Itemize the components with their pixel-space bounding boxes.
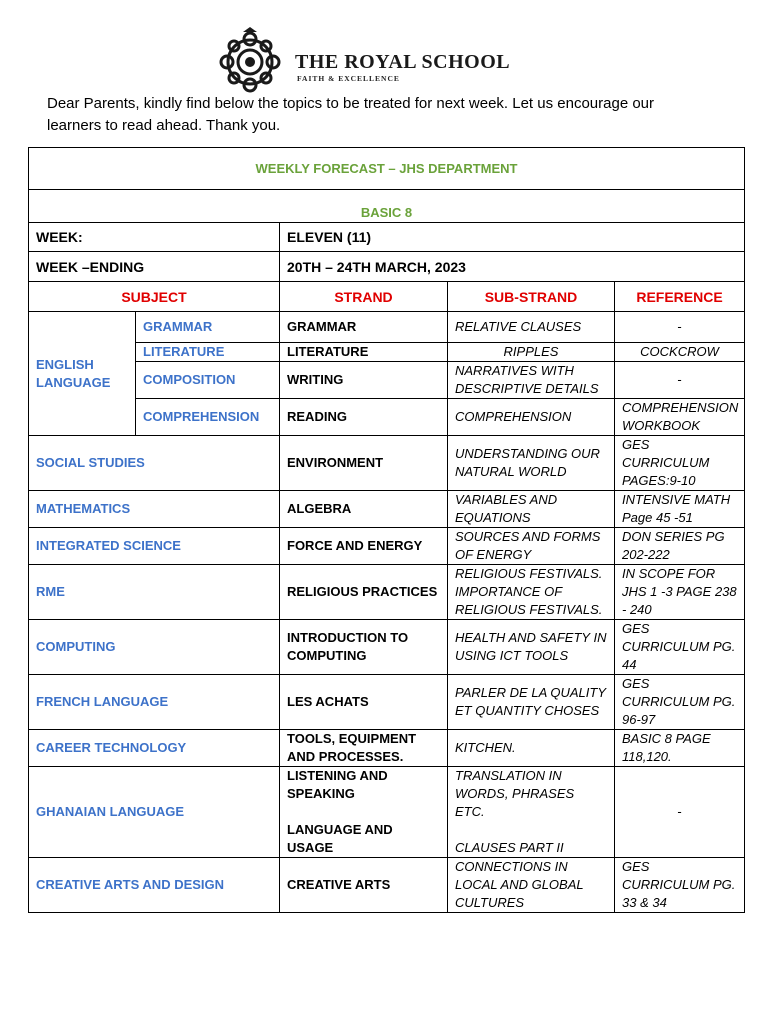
school-name: THE ROYAL SCHOOL <box>295 51 511 73</box>
sub-strand-cell <box>448 767 615 858</box>
strand-cell: LITERATURE <box>280 343 448 362</box>
strand-cell <box>280 767 448 858</box>
class-label: BASIC 8 <box>29 190 745 223</box>
sub-strand-cell: HEALTH AND SAFETY IN USING ICT TOOLS <box>448 620 615 675</box>
table-row <box>29 362 745 399</box>
strand-header: STRAND <box>280 282 448 312</box>
english-sub-subject: LITERATURE <box>136 343 280 362</box>
week-row <box>29 223 745 252</box>
sub-strand-header: SUB-STRAND <box>448 282 615 312</box>
sub-strand-cell: UNDERSTANDING OUR NATURAL WORLD <box>448 436 615 491</box>
school-motto: FAITH & EXCELLENCE <box>297 74 400 83</box>
sub-strand-cell: RELATIVE CLAUSES <box>448 312 615 343</box>
sub-strand-cell: VARIABLES AND EQUATIONS <box>448 491 615 528</box>
table-row <box>29 565 745 620</box>
strand-cell: LES ACHATS <box>280 675 448 730</box>
week-ending-label: WEEK –ENDING <box>29 252 280 282</box>
table-row <box>29 767 745 858</box>
spacer <box>455 821 607 839</box>
subject-cell: CAREER TECHNOLOGY <box>29 730 280 767</box>
strand-cell: GRAMMAR <box>280 312 448 343</box>
subject-cell: INTEGRATED SCIENCE <box>29 528 280 565</box>
table-row <box>29 620 745 675</box>
table-row <box>29 858 745 913</box>
table-row <box>29 528 745 565</box>
reference-cell: - <box>615 312 745 343</box>
sub-strand-line: TRANSLATION IN WORDS, PHRASES ETC. <box>455 768 575 819</box>
table-row <box>29 730 745 767</box>
strand-cell: RELIGIOUS PRACTICES <box>280 565 448 620</box>
strand-cell: CREATIVE ARTS <box>280 858 448 913</box>
subject-cell: FRENCH LANGUAGE <box>29 675 280 730</box>
reference-cell: DON SERIES PG 202-222 <box>615 528 745 565</box>
intro-message: Dear Parents, kindly find below the topics to be treated for next week. Let us encourage our learners to read ahead. Thank you. <box>47 95 655 134</box>
sub-strand-cell: RIPPLES <box>448 343 615 362</box>
strand-cell: TOOLS, EQUIPMENT AND PROCESSES. <box>280 730 448 767</box>
subject-cell: SOCIAL STUDIES <box>29 436 280 491</box>
table-row <box>29 436 745 491</box>
class-row <box>29 190 745 223</box>
reference-cell: GES CURRICULUM PG. 96-97 <box>615 675 745 730</box>
table-row <box>29 491 745 528</box>
reference-cell: - <box>615 767 745 858</box>
strand-line: LISTENING AND SPEAKING <box>287 768 388 801</box>
forecast-title: WEEKLY FORECAST – JHS DEPARTMENT <box>29 148 745 190</box>
reference-header: REFERENCE <box>615 282 745 312</box>
sub-strand-cell: PARLER DE LA QUALITY ET QUANTITY CHOSES <box>448 675 615 730</box>
strand-cell: INTRODUCTION TO COMPUTING <box>280 620 448 675</box>
reference-cell: COMPREHENSION WORKBOOK <box>615 399 745 436</box>
strand-cell: ENVIRONMENT <box>280 436 448 491</box>
english-sub-subject: GRAMMAR <box>136 312 280 343</box>
table-row <box>29 343 745 362</box>
subject-cell: MATHEMATICS <box>29 491 280 528</box>
table-row <box>29 312 745 343</box>
strand-cell: WRITING <box>280 362 448 399</box>
sub-strand-cell: SOURCES AND FORMS OF ENERGY <box>448 528 615 565</box>
table-row <box>29 399 745 436</box>
reference-cell: IN SCOPE FOR JHS 1 -3 PAGE 238 - 240 <box>615 565 745 620</box>
subject-cell: CREATIVE ARTS AND DESIGN <box>29 858 280 913</box>
english-sub-subject: COMPREHENSION <box>136 399 280 436</box>
reference-cell: INTENSIVE MATH Page 45 -51 <box>615 491 745 528</box>
week-label: WEEK: <box>29 223 280 252</box>
strand-cell: READING <box>280 399 448 436</box>
english-sub-subject: COMPOSITION <box>136 362 280 399</box>
reference-cell: COCKCROW <box>615 343 745 362</box>
reference-cell: GES CURRICULUM PAGES:9-10 <box>615 436 745 491</box>
week-ending-value: 20TH – 24TH MARCH, 2023 <box>280 252 745 282</box>
sub-strand-line: CLAUSES PART II <box>455 840 564 855</box>
sub-strand-cell: COMPREHENSION <box>448 399 615 436</box>
ornamental-crest-icon <box>215 26 285 94</box>
sub-strand-cell: RELIGIOUS FESTIVALS. IMPORTANCE OF RELIGIOUS FESTIVALS. <box>448 565 615 620</box>
strand-cell: FORCE AND ENERGY <box>280 528 448 565</box>
subject-cell: COMPUTING <box>29 620 280 675</box>
table-row <box>29 675 745 730</box>
strand-line: LANGUAGE AND USAGE <box>287 822 393 855</box>
sub-strand-cell: NARRATIVES WITH DESCRIPTIVE DETAILS <box>448 362 615 399</box>
week-ending-row <box>29 252 745 282</box>
column-header-row <box>29 282 745 312</box>
school-header <box>215 26 560 94</box>
reference-cell: BASIC 8 PAGE 118,120. <box>615 730 745 767</box>
reference-cell: GES CURRICULUM PG. 44 <box>615 620 745 675</box>
sub-strand-cell: CONNECTIONS IN LOCAL AND GLOBAL CULTURES <box>448 858 615 913</box>
title-row <box>29 148 745 190</box>
subject-cell: GHANAIAN LANGUAGE <box>29 767 280 858</box>
reference-cell: - <box>615 362 745 399</box>
week-value: ELEVEN (11) <box>280 223 745 252</box>
subject-header: SUBJECT <box>29 282 280 312</box>
strand-cell: ALGEBRA <box>280 491 448 528</box>
reference-cell: GES CURRICULUM PG. 33 & 34 <box>615 858 745 913</box>
subject-english: ENGLISH LANGUAGE <box>29 312 136 436</box>
subject-cell: RME <box>29 565 280 620</box>
spacer <box>287 803 440 821</box>
forecast-table <box>28 147 745 913</box>
sub-strand-cell: KITCHEN. <box>448 730 615 767</box>
